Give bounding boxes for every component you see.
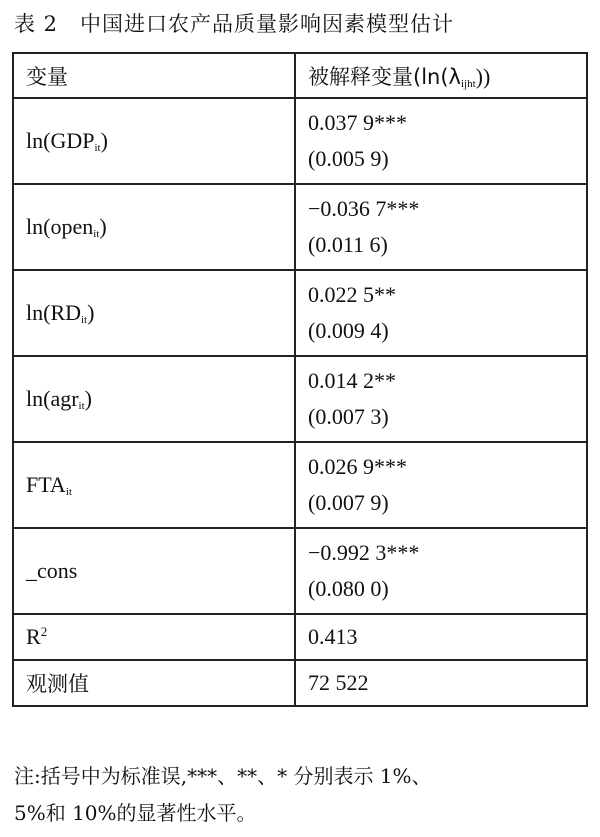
table-row — [13, 356, 587, 442]
observations-label: 观测值 — [13, 660, 295, 706]
estimate-cell — [295, 270, 587, 356]
header-dv-suffix: )) — [475, 63, 491, 89]
standard-error: (0.009 4) — [308, 318, 389, 343]
table-header-row — [13, 53, 587, 98]
variable-name: _cons — [13, 528, 295, 614]
coefficient: 0.026 9*** — [308, 454, 407, 479]
table-row — [13, 184, 587, 270]
table-row — [13, 528, 587, 614]
r-squared-label: $R^2$ — [13, 614, 295, 660]
variable-name: ln(open$_{it}$) — [13, 184, 295, 270]
standard-error: (0.080 0) — [308, 576, 389, 601]
header-dv-subscript: ijht — [460, 77, 476, 90]
r-squared-value: 0.413 — [295, 614, 587, 660]
standard-error: (0.007 3) — [308, 404, 389, 429]
coefficient: 0.037 9*** — [308, 110, 407, 135]
table-note — [14, 758, 594, 832]
table-number: 表 2 — [14, 12, 59, 36]
standard-error: (0.005 9) — [308, 146, 389, 171]
standard-error: (0.011 6) — [308, 232, 388, 257]
estimate-cell — [295, 528, 587, 614]
estimate-cell — [295, 184, 587, 270]
header-dv-prefix: 被解释变量(ln(λ — [308, 64, 461, 89]
table-title-text: 中国进口农产品质量影响因素模型估计 — [80, 12, 455, 36]
coefficient: −0.036 7*** — [308, 196, 420, 221]
observations-value: 72 522 — [295, 660, 587, 706]
variable-name: $\ln(RD_{it})$ — [13, 270, 295, 356]
observations-row — [13, 660, 587, 706]
table-row — [13, 270, 587, 356]
note-line-2: 5%和 10%的显著性水平。 — [14, 801, 257, 825]
coefficient: 0.014 2** — [308, 368, 396, 393]
table-title — [14, 8, 594, 38]
r-squared-row — [13, 614, 587, 660]
header-variable: 变量 — [13, 53, 295, 98]
coefficient: −0.992 3*** — [308, 540, 420, 565]
coefficient: 0.022 5** — [308, 282, 396, 307]
estimate-cell — [295, 356, 587, 442]
estimate-cell — [295, 98, 587, 184]
standard-error: (0.007 9) — [308, 490, 389, 515]
estimate-cell — [295, 442, 587, 528]
table-row — [13, 98, 587, 184]
variable-name: $\ln(GDP_{it})$ — [13, 98, 295, 184]
header-dependent-variable — [295, 53, 587, 98]
regression-table — [12, 52, 588, 707]
variable-name: $FTA_{it}$ — [13, 442, 295, 528]
note-line-1: 注:括号中为标准误,***、**、* 分别表示 1%、 — [14, 764, 432, 788]
table-row — [13, 442, 587, 528]
variable-name: ln(agr$_{it}$) — [13, 356, 295, 442]
